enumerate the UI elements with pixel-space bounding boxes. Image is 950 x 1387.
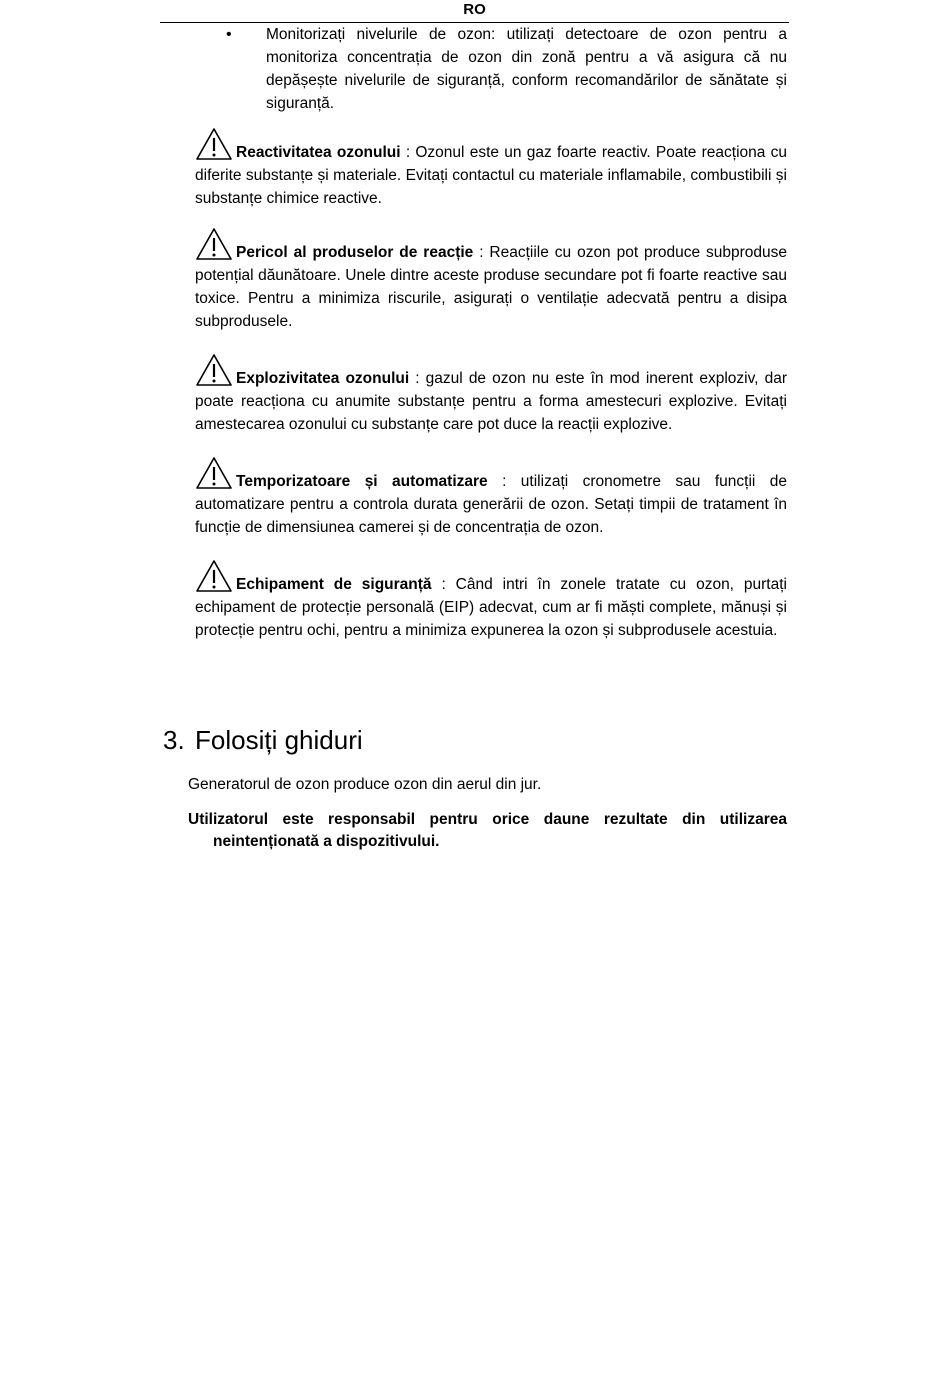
warning-explosivity (195, 353, 787, 436)
page-header-language: RO (160, 0, 789, 23)
warning-reactivity (195, 127, 787, 210)
bullet-item (226, 23, 787, 115)
warning-reaction-products (195, 227, 787, 333)
warning-text: : Reacțiile cu ozon pot produce subproduse potențial dăunătoare. Unele dintre aceste produse secundare pot fi foarte reactive sau toxice. Pentru a minimiza riscurile, asigurați o ventilație adecvată pentru a disipa subprodusele. (195, 244, 787, 330)
bullet-symbol: • (226, 26, 232, 43)
warning-triangle-icon (195, 127, 233, 161)
warning-triangle-icon (195, 559, 233, 593)
warning-text: : Când intri în zonele tratate cu ozon, purtați echipament de protecție personală (EIP) adecvat, cum ar fi măști complete, mănuși și protecție pentru ochi, pentru a minimiza expunerea la ozon și subprodusele acestuia. (195, 576, 787, 639)
warning-triangle-icon (195, 456, 233, 490)
warning-text: : gazul de ozon nu este în mod inerent exploziv, dar poate reacționa cu anumite substanțe pentru a forma amestecuri explozive. Evitați amestecarea ozonului cu substanțe care pot duce la reacții explozive. (195, 370, 787, 433)
section-title: Folosiți ghiduri (195, 725, 363, 755)
bullet-text: Monitorizați nivelurile de ozon: utilizați detectoare de ozon pentru a monitoriza concentrația de ozon din zonă pentru a vă asigura că nu depășește nivelurile de siguranță, conform recomandărilor de sănătate și siguranță. (266, 26, 787, 112)
section-number: 3. (163, 725, 185, 755)
section-paragraph: Generatorul de ozon produce ozon din aerul din jur. (188, 776, 542, 793)
warning-text: : utilizați cronometre sau funcții de automatizare pentru a controla durata generării de ozon. Setați timpii de tratament în funcție de dimensiunea camerei și de concentrația de ozon. (195, 473, 787, 536)
warning-triangle-icon (195, 227, 233, 261)
warning-text: : Ozonul este un gaz foarte reactiv. Poate reacționa cu diferite substanțe și materiale. Evitați contactul cu materiale inflamabile, combustibili și substanțe chimice reactive. (195, 144, 787, 207)
responsibility-notice: Utilizatorul este responsabil pentru orice daune rezultate din utilizarea neintenționată a dispozitivului. (188, 811, 787, 850)
warning-title: Echipament de siguranță (236, 576, 432, 593)
warning-title: Explozivitatea ozonului (236, 370, 410, 387)
warning-triangle-icon (195, 353, 233, 387)
warning-title: Temporizatoare și automatizare (236, 473, 488, 490)
warning-timers (195, 456, 787, 539)
section-heading (163, 722, 363, 758)
warning-safety-equipment (195, 559, 787, 642)
warning-title: Pericol al produselor de reacție (236, 244, 474, 261)
warning-title: Reactivitatea ozonului (236, 144, 401, 161)
